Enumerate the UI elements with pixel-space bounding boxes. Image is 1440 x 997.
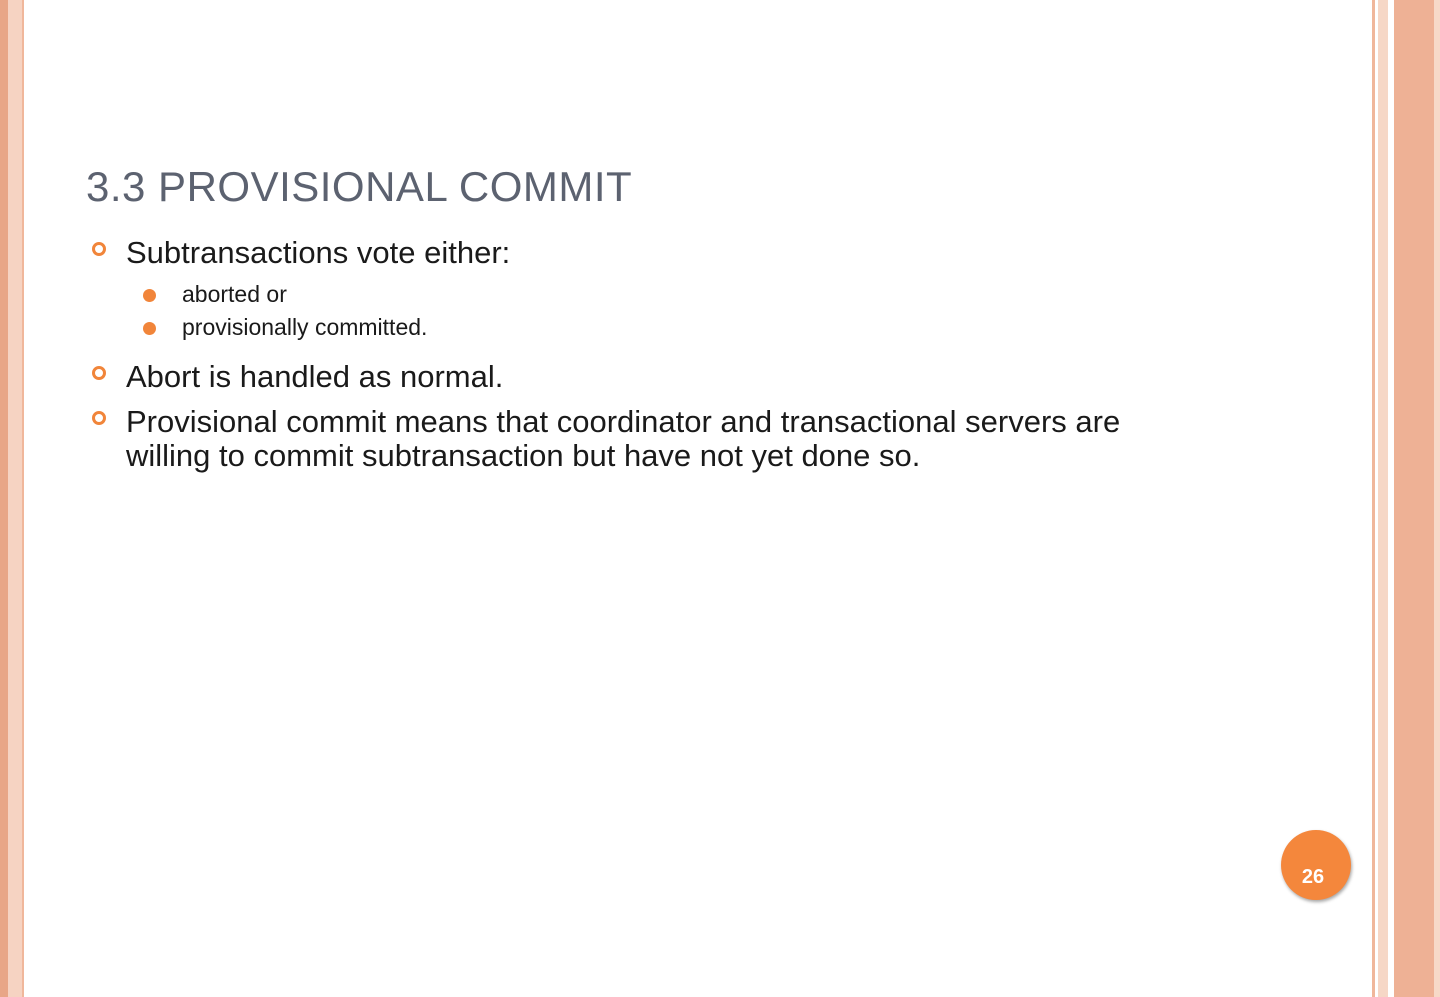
filled-circle-bullet-icon [143,289,156,302]
right-border-band-1 [1372,0,1375,997]
bullet-level1 [86,360,1126,395]
bullet-text: Subtransactions vote either: [126,235,511,270]
left-border-hairline [22,0,24,997]
bullet-level2 [86,314,1126,342]
hollow-circle-bullet-icon [92,366,106,380]
bullet-level1 [86,236,1126,271]
left-border-stripe-inner [8,0,22,997]
bullet-level2 [86,281,1126,309]
right-border-band-5 [1434,0,1440,997]
page-number-label: 26 [1301,865,1325,888]
hollow-circle-bullet-icon [92,242,106,256]
filled-circle-bullet-icon [143,322,156,335]
bullet-text: aborted or [182,280,287,307]
bullet-text: Provisional commit means that coordinator and transactional servers are willing to commit subtransaction but have not yet done so. [126,403,1121,474]
bullet-level1 [86,405,1126,474]
right-border-band-4 [1394,0,1434,997]
left-border-stripe-outer [0,0,8,997]
slide-body [86,236,1126,484]
right-border-band-2 [1378,0,1388,997]
page-number-badge [1281,830,1351,900]
hollow-circle-bullet-icon [92,411,106,425]
bullet-text: provisionally committed. [182,314,428,341]
bullet-text: Abort is handled as normal. [126,358,504,394]
page-title: 3.3 PROVISIONAL COMMIT [86,163,633,211]
